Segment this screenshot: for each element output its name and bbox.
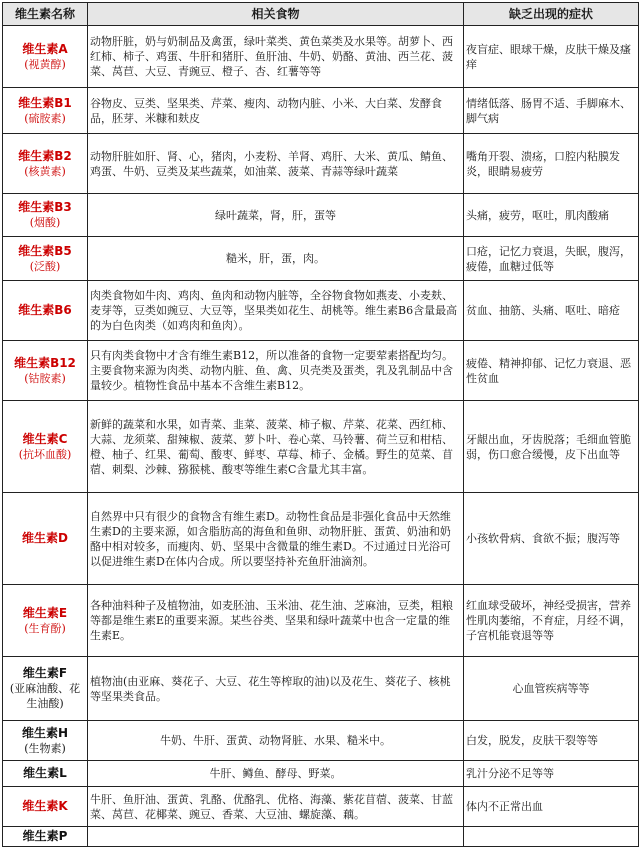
vitamin-table: [2, 2, 639, 847]
vitamin-name-cell: [3, 194, 88, 237]
vitamin-name: 维生素H: [21, 725, 69, 740]
food-cell: 各种油料种子及植物油，如麦胚油、玉米油、花生油、芝麻油，豆类，粗粮等都是维生素E的重要来源。某些谷类、坚果和绿叶蔬菜中也含一定量的维生素E。: [88, 585, 464, 657]
header-deficiency-symptoms: 缺乏出现的症状: [464, 3, 639, 26]
table-row: [3, 493, 639, 585]
food-cell: [88, 827, 464, 847]
food-cell: 肉类食物如牛肉、鸡肉、鱼肉和动物内脏等，全谷物食物如燕麦、小麦麸、麦芽等，豆类如豌豆、大豆等，坚果类如花生、胡桃等。维生素B6含量最高的为白色肉类（如鸡肉和鱼肉）。: [88, 281, 464, 341]
vitamin-name-cell: [3, 787, 88, 827]
vitamin-alias: (抗坏血酸): [18, 447, 72, 461]
symptom-cell: 体内不正常出血: [464, 787, 639, 827]
food-cell: 动物肝脏如肝、肾、心，猪肉，小麦粉、羊肾、鸡肝、大米、黄瓜、鲭鱼、鸡蛋、牛奶、豆类及某些蔬菜，如油菜、菠菜、青蒜等绿叶蔬菜: [88, 134, 464, 194]
symptom-cell: 嘴角开裂、溃疡，口腔内粘膜发炎，眼睛易疲劳: [464, 134, 639, 194]
food-cell: 绿叶蔬菜，肾，肝，蛋等: [88, 194, 464, 237]
food-cell: 自然界中只有很少的食物含有维生素D。动物性食品是非强化食品中天然维生素D的主要来源，如含脂肪高的海鱼和鱼卵、动物肝脏、蛋黄、奶油和奶酪中相对较多，而瘦肉、奶、坚果中含微量的维生素D。不过通过日光浴可以促进维生素D在体内合成。所以要坚持补充鱼肝油滴剂。: [88, 493, 464, 585]
vitamin-name: 维生素B2: [18, 148, 72, 163]
table-header-row: [3, 3, 639, 26]
table-row: [3, 721, 639, 761]
vitamin-name: 维生素B6: [18, 303, 72, 317]
symptom-cell: 夜盲症、眼球干燥，皮肤干燥及瘙痒: [464, 26, 639, 88]
vitamin-alias: (泛酸): [29, 259, 61, 273]
table-row: [3, 88, 639, 134]
vitamin-name: 维生素K: [22, 799, 68, 813]
table-row: [3, 194, 639, 237]
vitamin-name: 维生素B1: [18, 95, 72, 110]
vitamin-name: 维生素A: [22, 41, 68, 56]
table-row: [3, 761, 639, 787]
symptom-cell: [464, 827, 639, 847]
table-row: [3, 237, 639, 281]
vitamin-name: 维生素F: [22, 666, 68, 680]
symptom-cell: 疲倦、精神抑郁、记忆力衰退、恶性贫血: [464, 341, 639, 401]
vitamin-alias: (生物素): [24, 741, 66, 755]
vitamin-name-cell: [3, 585, 88, 657]
table-row: [3, 787, 639, 827]
table-row: [3, 341, 639, 401]
vitamin-alias: (硫胺素): [24, 111, 66, 125]
vitamin-name: 维生素B12: [14, 355, 76, 370]
vitamin-name-cell: [3, 341, 88, 401]
table-row: [3, 585, 639, 657]
table-row: [3, 657, 639, 721]
vitamin-alias: (视黄醇): [24, 57, 66, 71]
food-cell: 牛肝、鳟鱼、酵母、野菜。: [88, 761, 464, 787]
symptom-cell: 乳汁分泌不足等等: [464, 761, 639, 787]
vitamin-name-cell: [3, 88, 88, 134]
food-cell: 谷物皮、豆类、坚果类、芹菜、瘦肉、动物内脏、小米、大白菜、发酵食品，胚芽、米糠和麸皮: [88, 88, 464, 134]
symptom-cell: 贫血、抽筋、头痛、呕吐、暗疮: [464, 281, 639, 341]
symptom-cell: 口疮，记忆力衰退，失眠，腹泻，疲倦，血糖过低等: [464, 237, 639, 281]
vitamin-name-cell: [3, 657, 88, 721]
vitamin-name-cell: [3, 26, 88, 88]
vitamin-name-cell: [3, 721, 88, 761]
vitamin-alias: (核黄素): [24, 164, 66, 178]
vitamin-name: 维生素B5: [18, 243, 72, 258]
symptom-cell: 心血管疾病等等: [464, 657, 639, 721]
vitamin-name: 维生素B3: [18, 200, 72, 214]
vitamin-name-cell: [3, 237, 88, 281]
vitamin-alias: (钴胺素): [24, 371, 66, 385]
vitamin-name-cell: [3, 827, 88, 847]
symptom-cell: 头痛，疲劳，呕吐，肌肉酸痛: [464, 194, 639, 237]
table-row: [3, 827, 639, 847]
food-cell: 动物肝脏，奶与奶制品及禽蛋，绿叶菜类、黄色菜类及水果等。胡萝卜、西红柿、柿子、鸡蛋、牛肝和猪肝、鱼肝油、牛奶、奶酪、黄油、西兰花、菠菜、莴苣、大豆、青豌豆、橙子、杏、红薯等等: [88, 26, 464, 88]
table-row: [3, 281, 639, 341]
vitamin-name: 维生素P: [22, 829, 68, 843]
table-row: [3, 26, 639, 88]
header-related-foods: 相关食物: [88, 3, 464, 26]
food-cell: 新鲜的蔬菜和水果，如青菜、韭菜、菠菜、柿子椒、芹菜、花菜、西红柿、大蒜、龙须菜、甜辣椒、菠菜、萝卜叶、卷心菜、马铃薯、荷兰豆和柑桔、橙、柚子、红果、葡萄、酸枣、鲜枣、草莓、柿子、金橘。野生的苋菜、苜蓿、刺梨、沙棘、猕猴桃、酸枣等维生素C含量尤其丰富。: [88, 401, 464, 493]
symptom-cell: 白发，脱发，皮肤干裂等等: [464, 721, 639, 761]
food-cell: 只有肉类食物中才含有维生素B12，所以准备的食物一定要荤素搭配均匀。主要食物来源为肉类、动物内脏、鱼、禽、贝壳类及蛋类，乳及乳制品中含量较少。植物性食品中基本不含维生素B12。: [88, 341, 464, 401]
vitamin-name-cell: [3, 761, 88, 787]
vitamin-name-cell: [3, 493, 88, 585]
vitamin-name: 维生素D: [22, 531, 68, 545]
food-cell: 牛肝、鱼肝油、蛋黄、乳酪、优酪乳、优格、海藻、紫花苜蓿、菠菜、甘蓝菜、莴苣、花椰菜、豌豆、香菜、大豆油、螺旋藻、藕。: [88, 787, 464, 827]
symptom-cell: 小孩软骨病、食欲不振；腹泻等: [464, 493, 639, 585]
vitamin-name-cell: [3, 281, 88, 341]
vitamin-name: 维生素E: [22, 605, 68, 620]
food-cell: 牛奶、牛肝、蛋黄、动物肾脏、水果、糙米中。: [88, 721, 464, 761]
header-vitamin-name: 维生素名称: [3, 3, 88, 26]
vitamin-name-cell: [3, 401, 88, 493]
symptom-cell: 情绪低落、肠胃不适、手脚麻木、脚气病: [464, 88, 639, 134]
symptom-cell: 牙龈出血，牙齿脱落；毛细血管脆弱，伤口愈合缓慢，皮下出血等: [464, 401, 639, 493]
vitamin-alias: (烟酸): [29, 216, 61, 229]
vitamin-name: 维生素L: [23, 766, 67, 780]
table-row: [3, 401, 639, 493]
food-cell: 糙米，肝，蛋，肉。: [88, 237, 464, 281]
symptom-cell: 红血球受破坏，神经受损害，营养性肌肉萎缩，不育症，月经不调，子宫机能衰退等等: [464, 585, 639, 657]
vitamin-alias: (亚麻油酸、花生油酸): [9, 682, 81, 710]
vitamin-alias: (生育酚): [24, 621, 66, 635]
vitamin-name: 维生素C: [22, 431, 68, 446]
vitamin-name-cell: [3, 134, 88, 194]
table-row: [3, 134, 639, 194]
food-cell: 植物油(由亚麻、葵花子、大豆、花生等榨取的油)以及花生、葵花子、核桃等坚果类食品。: [88, 657, 464, 721]
